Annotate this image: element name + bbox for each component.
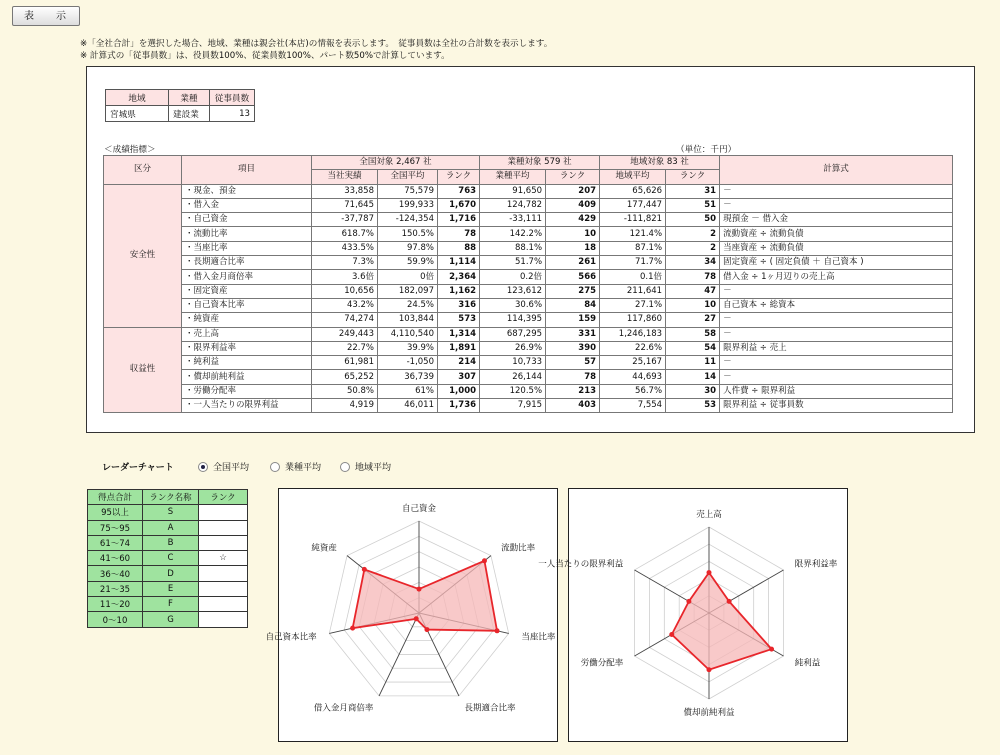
- score-range: 21～35: [88, 581, 143, 596]
- results-title: ＜成績指標＞: [104, 145, 156, 155]
- cell-ind: 10,733: [480, 356, 546, 370]
- cell-rr: 53: [666, 399, 720, 413]
- score-mark: ☆: [199, 551, 248, 566]
- unit-label: （単位：千円）: [676, 145, 737, 155]
- score-mark: [199, 535, 248, 550]
- cell-reg: 7,554: [600, 399, 666, 413]
- cell-ir: 331: [546, 327, 600, 341]
- cell-reg: 177,447: [600, 198, 666, 212]
- score-range: 61～74: [88, 535, 143, 550]
- table-row: [104, 384, 953, 398]
- cell-nat: 97.8%: [378, 241, 438, 255]
- cell-rr: 2: [666, 227, 720, 241]
- score-range: 11～20: [88, 597, 143, 612]
- cell-reg: 87.1%: [600, 241, 666, 255]
- cell-own: 71,645: [312, 198, 378, 212]
- cell-reg: 56.7%: [600, 384, 666, 398]
- cell-nr: 2,364: [438, 270, 480, 284]
- cell-own: 249,443: [312, 327, 378, 341]
- axis-label: 長期適合比率: [464, 703, 516, 714]
- table-row: [104, 213, 953, 227]
- cell-ind: 120.5%: [480, 384, 546, 398]
- cell-item: ・借入金月商倍率: [182, 270, 312, 284]
- cell-ir: 213: [546, 384, 600, 398]
- cell-item: ・当座比率: [182, 241, 312, 255]
- cell-nat: -1,050: [378, 356, 438, 370]
- radio-button[interactable]: [198, 462, 208, 472]
- cell-item: ・現金、預金: [182, 184, 312, 198]
- cell-nat: 59.9%: [378, 256, 438, 270]
- cell-nat: 0倍: [378, 270, 438, 284]
- axis-label: 自己資金: [401, 504, 437, 514]
- cell-ind: 51.7%: [480, 256, 546, 270]
- table-row: [104, 198, 953, 212]
- cell-formula: 限界利益 ÷ 売上: [720, 341, 953, 355]
- cell-own: 7.3%: [312, 256, 378, 270]
- note-line: ※ 計算式の「従事員数」は、役員数100%、従業員数100%、パート数50%で計算しています。: [80, 51, 450, 61]
- header-national: 全国対象 2,467 社: [312, 156, 480, 170]
- table-row: [104, 270, 953, 284]
- data-point: [424, 627, 429, 632]
- cell-ir: 275: [546, 284, 600, 298]
- cell-reg: 25,167: [600, 356, 666, 370]
- table-row: [104, 298, 953, 312]
- header-national-avg: 全国平均: [378, 170, 438, 184]
- cell-formula: －: [720, 327, 953, 341]
- cell-nr: 78: [438, 227, 480, 241]
- header-rank: ランク: [546, 170, 600, 184]
- table-row: [104, 241, 953, 255]
- cell-ir: 10: [546, 227, 600, 241]
- cell-reg: 44,693: [600, 370, 666, 384]
- cell-reg: 71.7%: [600, 256, 666, 270]
- score-range: 95以上: [88, 505, 143, 520]
- cell-nr: 214: [438, 356, 480, 370]
- display-button[interactable]: 表 示: [12, 6, 80, 26]
- cell-nat: 46,011: [378, 399, 438, 413]
- radio-industry-average[interactable]: [270, 460, 321, 473]
- cell-rr: 78: [666, 270, 720, 284]
- series-area: [353, 561, 497, 631]
- cell-formula: 固定資産 ÷ ( 固定負債 ＋ 自己資本 ): [720, 256, 953, 270]
- cell-nr: 307: [438, 370, 480, 384]
- cell-ind: 7,915: [480, 399, 546, 413]
- score-name: C: [143, 551, 199, 566]
- table-row: [104, 227, 953, 241]
- cell-item: ・一人当たりの限界利益: [182, 399, 312, 413]
- radar-chart-safety-svg: [265, 489, 557, 741]
- cell-ir: 18: [546, 241, 600, 255]
- score-range: 36～40: [88, 566, 143, 581]
- cell-rr: 11: [666, 356, 720, 370]
- cell-nr: 1,670: [438, 198, 480, 212]
- cell-ind: 0.2倍: [480, 270, 546, 284]
- data-point: [769, 647, 774, 652]
- cell-own: 74,274: [312, 313, 378, 327]
- cell-own: 43.2%: [312, 298, 378, 312]
- cell-own: 3.6倍: [312, 270, 378, 284]
- cell-nat: 24.5%: [378, 298, 438, 312]
- score-table: [87, 489, 248, 628]
- table-row: [104, 184, 953, 198]
- cell-item: ・純利益: [182, 356, 312, 370]
- axis-label: 当座比率: [521, 632, 556, 643]
- note-line: ※「全社合計」を選択した場合、地域、業種は親会社(本店)の情報を表示します。 従事員数は全社の合計数を表示します。: [80, 39, 553, 49]
- cell-own: 65,252: [312, 370, 378, 384]
- radar-chart-label: レーダーチャート: [102, 463, 174, 473]
- cell-formula: －: [720, 198, 953, 212]
- series-area: [672, 573, 772, 670]
- table-row: [104, 284, 953, 298]
- radio-button[interactable]: [270, 462, 280, 472]
- region-value: 宮城県: [106, 106, 169, 122]
- cell-nat: 199,933: [378, 198, 438, 212]
- header-region-target: 地域対象 83 社: [600, 156, 720, 170]
- cell-nr: 316: [438, 298, 480, 312]
- category-cell: 収益性: [104, 327, 182, 413]
- table-row: [104, 313, 953, 327]
- data-point: [350, 626, 355, 631]
- cell-ir: 84: [546, 298, 600, 312]
- score-name: A: [143, 520, 199, 535]
- cell-rr: 50: [666, 213, 720, 227]
- cell-ind: 687,295: [480, 327, 546, 341]
- score-range: 0～10: [88, 612, 143, 627]
- score-name: D: [143, 566, 199, 581]
- table-row: [104, 399, 953, 413]
- cell-ir: 566: [546, 270, 600, 284]
- cell-own: -37,787: [312, 213, 378, 227]
- cell-rr: 2: [666, 241, 720, 255]
- cell-own: 10,656: [312, 284, 378, 298]
- header-industry-avg: 業種平均: [480, 170, 546, 184]
- radio-national-average[interactable]: [198, 460, 249, 473]
- header-industry: 業種: [169, 90, 210, 106]
- score-row: [88, 535, 248, 550]
- cell-ind: 142.2%: [480, 227, 546, 241]
- score-mark: [199, 505, 248, 520]
- cell-reg: 117,860: [600, 313, 666, 327]
- data-point: [417, 587, 422, 592]
- cell-ir: 403: [546, 399, 600, 413]
- header-region: 地域: [106, 90, 169, 106]
- header-own: 当社実績: [312, 170, 378, 184]
- data-point: [495, 628, 500, 633]
- cell-own: 22.7%: [312, 341, 378, 355]
- cell-rr: 47: [666, 284, 720, 298]
- cell-ir: 57: [546, 356, 600, 370]
- score-row: [88, 505, 248, 520]
- cell-formula: －: [720, 184, 953, 198]
- cell-formula: 流動資産 ÷ 流動負債: [720, 227, 953, 241]
- results-table: [103, 155, 953, 413]
- employees-value: 13: [210, 106, 255, 122]
- cell-nat: 103,844: [378, 313, 438, 327]
- cell-ir: 429: [546, 213, 600, 227]
- cell-formula: －: [720, 284, 953, 298]
- cell-rr: 54: [666, 341, 720, 355]
- axis-label: 労働分配率: [580, 658, 624, 669]
- cell-reg: 27.1%: [600, 298, 666, 312]
- cell-item: ・自己資本比率: [182, 298, 312, 312]
- cell-nr: 1,736: [438, 399, 480, 413]
- score-row: [88, 597, 248, 612]
- score-name: F: [143, 597, 199, 612]
- cell-rr: 10: [666, 298, 720, 312]
- cell-ir: 390: [546, 341, 600, 355]
- score-mark: [199, 581, 248, 596]
- cell-nat: 182,097: [378, 284, 438, 298]
- cell-nr: 763: [438, 184, 480, 198]
- score-mark: [199, 520, 248, 535]
- cell-item: ・売上高: [182, 327, 312, 341]
- table-row: [104, 370, 953, 384]
- header-rank: ランク: [666, 170, 720, 184]
- score-row: [88, 581, 248, 596]
- cell-formula: －: [720, 370, 953, 384]
- cell-ir: 78: [546, 370, 600, 384]
- cell-nr: 1,716: [438, 213, 480, 227]
- score-row: [88, 551, 248, 566]
- header-category: 区分: [104, 156, 182, 185]
- cell-ir: 207: [546, 184, 600, 198]
- score-name: G: [143, 612, 199, 627]
- header-rank: ランク: [199, 490, 248, 505]
- axis-label: 純資産: [311, 543, 337, 554]
- cell-item: ・労働分配率: [182, 384, 312, 398]
- cell-item: ・長期適合比率: [182, 256, 312, 270]
- table-row: [104, 256, 953, 270]
- score-row: [88, 612, 248, 627]
- cell-ir: 261: [546, 256, 600, 270]
- table-row: [104, 356, 953, 370]
- axis-label: 流動比率: [501, 543, 536, 554]
- cell-reg: 1,246,183: [600, 327, 666, 341]
- cell-reg: 121.4%: [600, 227, 666, 241]
- radio-label: 全国平均: [213, 463, 250, 473]
- cell-rr: 27: [666, 313, 720, 327]
- score-mark: [199, 612, 248, 627]
- cell-own: 433.5%: [312, 241, 378, 255]
- axis-label: 自己資本比率: [265, 632, 317, 643]
- data-point: [727, 599, 732, 604]
- cell-item: ・限界利益率: [182, 341, 312, 355]
- data-point: [686, 599, 691, 604]
- cell-nr: 1,162: [438, 284, 480, 298]
- header-rank-name: ランク名称: [143, 490, 199, 505]
- cell-formula: 自己資本 ÷ 総資本: [720, 298, 953, 312]
- header-formula: 計算式: [720, 156, 953, 185]
- category-cell: 安全性: [104, 184, 182, 327]
- cell-rr: 34: [666, 256, 720, 270]
- cell-ind: 124,782: [480, 198, 546, 212]
- data-point: [707, 570, 712, 575]
- data-point: [669, 632, 674, 637]
- score-name: B: [143, 535, 199, 550]
- cell-nr: 1,000: [438, 384, 480, 398]
- cell-ind: 123,612: [480, 284, 546, 298]
- cell-item: ・純資産: [182, 313, 312, 327]
- notes: [80, 38, 552, 62]
- axis-label: 限界利益率: [794, 559, 838, 570]
- radio-label: 地域平均: [355, 463, 392, 473]
- score-name: E: [143, 581, 199, 596]
- cell-reg: 65,626: [600, 184, 666, 198]
- axis-label: 借入金月商倍率: [313, 703, 374, 714]
- cell-rr: 51: [666, 198, 720, 212]
- cell-item: ・償却前純利益: [182, 370, 312, 384]
- axis-label: 純利益: [794, 658, 821, 669]
- score-range: 41～60: [88, 551, 143, 566]
- cell-rr: 30: [666, 384, 720, 398]
- cell-nr: 1,114: [438, 256, 480, 270]
- cell-nr: 573: [438, 313, 480, 327]
- cell-nat: 75,579: [378, 184, 438, 198]
- cell-rr: 31: [666, 184, 720, 198]
- cell-ind: 30.6%: [480, 298, 546, 312]
- cell-reg: 22.6%: [600, 341, 666, 355]
- radar-chart-safety: [265, 488, 558, 742]
- radio-label: 業種平均: [285, 463, 322, 473]
- cell-nat: 36,739: [378, 370, 438, 384]
- score-row: [88, 566, 248, 581]
- cell-formula: 人件費 ÷ 限界利益: [720, 384, 953, 398]
- cell-own: 4,919: [312, 399, 378, 413]
- cell-ind: 88.1%: [480, 241, 546, 255]
- header-industry-target: 業種対象 579 社: [480, 156, 600, 170]
- cell-nr: 1,891: [438, 341, 480, 355]
- radio-button[interactable]: [340, 462, 350, 472]
- cell-item: ・流動比率: [182, 227, 312, 241]
- cell-nat: 4,110,540: [378, 327, 438, 341]
- header-region-avg: 地域平均: [600, 170, 666, 184]
- cell-item: ・固定資産: [182, 284, 312, 298]
- table-row: [104, 327, 953, 341]
- company-info-table: [105, 89, 255, 122]
- industry-value: 建設業: [169, 106, 210, 122]
- cell-nr: 1,314: [438, 327, 480, 341]
- cell-nr: 88: [438, 241, 480, 255]
- data-point: [707, 667, 712, 672]
- score-row: [88, 520, 248, 535]
- cell-own: 50.8%: [312, 384, 378, 398]
- cell-ind: 114,395: [480, 313, 546, 327]
- axis-label: 償却前純利益: [683, 708, 735, 718]
- cell-formula: 現預金 － 借入金: [720, 213, 953, 227]
- score-mark: [199, 566, 248, 581]
- cell-reg: 211,641: [600, 284, 666, 298]
- cell-own: 618.7%: [312, 227, 378, 241]
- cell-nat: 150.5%: [378, 227, 438, 241]
- axis-label: 一人当たりの限界利益: [538, 559, 624, 570]
- radio-region-average[interactable]: [340, 460, 391, 473]
- data-point: [362, 567, 367, 572]
- cell-ir: 159: [546, 313, 600, 327]
- cell-rr: 14: [666, 370, 720, 384]
- cell-formula: 借入金 ÷ 1ヶ月辺りの売上高: [720, 270, 953, 284]
- header-employees: 従事員数: [210, 90, 255, 106]
- header-item: 項目: [182, 156, 312, 185]
- cell-ind: -33,111: [480, 213, 546, 227]
- cell-rr: 58: [666, 327, 720, 341]
- header-score-total: 得点合計: [88, 490, 143, 505]
- cell-formula: 限界利益 ÷ 従事員数: [720, 399, 953, 413]
- table-row: [104, 341, 953, 355]
- cell-item: ・自己資金: [182, 213, 312, 227]
- cell-own: 33,858: [312, 184, 378, 198]
- score-range: 75～95: [88, 520, 143, 535]
- score-mark: [199, 597, 248, 612]
- cell-formula: 当座資産 ÷ 流動負債: [720, 241, 953, 255]
- cell-ir: 409: [546, 198, 600, 212]
- cell-formula: －: [720, 356, 953, 370]
- data-point: [414, 616, 419, 621]
- cell-reg: -111,821: [600, 213, 666, 227]
- cell-formula: －: [720, 313, 953, 327]
- cell-nat: 39.9%: [378, 341, 438, 355]
- data-point: [482, 558, 487, 563]
- score-name: S: [143, 505, 199, 520]
- cell-nat: 61%: [378, 384, 438, 398]
- header-rank: ランク: [438, 170, 480, 184]
- cell-nat: -124,354: [378, 213, 438, 227]
- cell-reg: 0.1倍: [600, 270, 666, 284]
- cell-ind: 91,650: [480, 184, 546, 198]
- cell-item: ・借入金: [182, 198, 312, 212]
- cell-ind: 26.9%: [480, 341, 546, 355]
- cell-ind: 26,144: [480, 370, 546, 384]
- cell-own: 61,981: [312, 356, 378, 370]
- axis-label: 売上高: [696, 510, 722, 520]
